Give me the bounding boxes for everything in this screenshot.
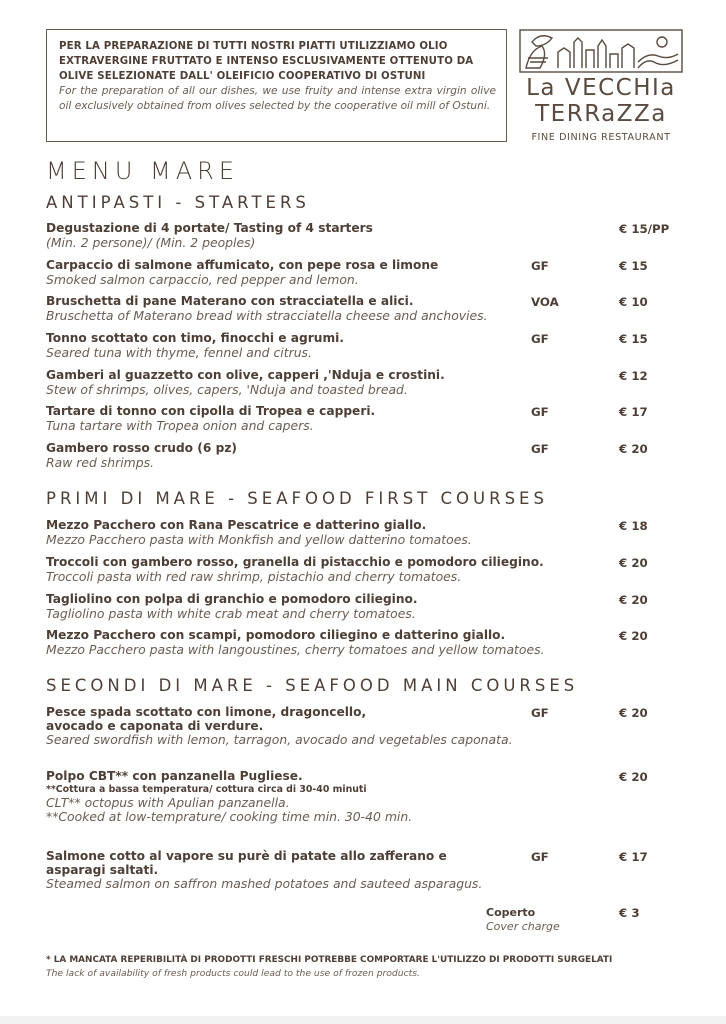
item-tag: GF [531,850,549,864]
item-price: € 18 [619,519,648,533]
menu-item [46,405,686,433]
notice-italian: PER LA PREPARAZIONE DI TUTTI NOSTRI PIATTI UTILIZZIAMO OLIO EXTRAVERGINE FRUTTATO E INTENSO ESCLUSIVAMENTE OTTENUTO DA OLIVE SELEZIONATE DALL' OLEIFICIO COOPERATIVO DI OSTUNI [59,41,474,82]
item-description: Seared swordfish with lemon, tarragon, avocado and vegetables caponata. [46,732,513,747]
menu-item [46,332,686,360]
item-name-continued: asparagi saltati. [46,862,159,877]
item-name: Troccoli con gambero rosso, granella di pistacchio e pomodoro ciliegino. [46,555,544,569]
section-title-main-courses: SECONDI DI MARE - SEAFOOD MAIN COURSES [46,676,579,695]
cover-label: Coperto [486,906,536,919]
item-name: Mezzo Pacchero con Rana Pescatrice e datterino giallo. [46,518,427,532]
cover-sublabel: Cover charge [486,919,560,933]
item-name: Gambero rosso crudo (6 pz) [46,441,237,455]
item-name: Pesce spada scottato con limone, dragoncello, [46,705,367,719]
item-name: Polpo CBT** con panzanella Pugliese. [46,769,303,783]
olive-oil-notice [46,29,507,142]
item-note: **Cottura a bassa temperatura/ cottura circa di 30-40 minuti [46,783,367,795]
item-description: Steamed salmon on saffron mashed potatoes and sauteed asparagus. [46,876,483,891]
item-tag: GF [531,332,549,346]
item-description: Tagliolino pasta with white crab meat and cherry tomatoes. [46,605,416,621]
menu-item [46,593,686,621]
menu-item [46,706,686,748]
item-name: Carpaccio di salmone affumicato, con pepe rosa e limone [46,258,439,272]
item-description: Tuna tartare with Tropea onion and capers. [46,417,314,433]
footer-english: The lack of availability of fresh products could lead to the use of frozen products. [46,968,420,979]
menu-item [46,295,686,323]
restaurant-logo [518,28,688,148]
footer-note [46,954,686,980]
item-name: Salmone cotto al vapore su purè di patate allo zafferano e [46,849,447,863]
item-price: € 20 [619,706,648,720]
menu-item [46,259,686,287]
item-price: € 15/PP [619,222,670,236]
menu-item [46,222,686,250]
menu-item [46,770,686,825]
cover-price: € 3 [619,906,640,920]
item-name: Tartare di tonno con cipolla di Tropea e capperi. [46,404,376,418]
logo-tagline: FINE DINING RESTAURANT [531,132,671,143]
page-bottom-edge [0,1016,726,1024]
item-price: € 20 [619,442,648,456]
item-description: Troccoli pasta with red raw shrimp, pistachio and cherry tomatoes. [46,568,462,584]
cover-charge [486,906,560,934]
item-name: Tagliolino con polpa di granchio e pomodoro ciliegino. [46,592,418,606]
item-description: Mezzo Pacchero pasta with Monkfish and yellow datterino tomatoes. [46,531,472,547]
item-price: € 20 [619,629,648,643]
logo-name-line2: TERRaZZa [535,101,667,127]
logo-name-line1: La VECCHIa [526,75,676,101]
item-tag: GF [531,405,549,419]
item-price: € 10 [619,295,648,309]
item-description-note: **Cooked at low-temprature/ cooking time min. 30-40 min. [46,809,413,824]
menu-item [46,519,686,547]
menu-item [46,629,686,657]
section-title-starters: ANTIPASTI - STARTERS [46,193,310,212]
item-description: Seared tuna with thyme, fennel and citrus. [46,344,312,360]
item-description: (Min. 2 persone)/ (Min. 2 peoples) [46,234,256,250]
item-name-continued: avocado e caponata di verdure. [46,718,264,733]
item-price: € 15 [619,259,648,273]
item-price: € 20 [619,556,648,570]
item-name: Gamberi al guazzetto con olive, capperi ,'Nduja e crostini. [46,368,445,382]
item-tag: GF [531,259,549,273]
menu-item [46,369,686,397]
item-tag: GF [531,442,549,456]
logo-illustration-icon [518,28,684,74]
item-price: € 17 [619,405,648,419]
item-description: CLT** octopus with Apulian panzanella. [46,794,290,810]
item-price: € 20 [619,770,648,784]
menu-item [46,442,686,470]
item-price: € 20 [619,593,648,607]
item-name: Bruschetta di pane Materano con stracciatella e alici. [46,294,414,308]
item-tag: GF [531,706,549,720]
item-description: Stew of shrimps, olives, capers, 'Nduja and toasted bread. [46,381,408,397]
notice-english: For the preparation of all our dishes, we use fruity and intense extra virgin olive oil exclusively obtained from olives selected by the cooperative oil mill of Ostuni. [59,85,496,112]
item-description: Smoked salmon carpaccio, red pepper and lemon. [46,271,359,287]
menu-item [46,850,686,892]
menu-item [46,556,686,584]
item-name: Degustazione di 4 portate/ Tasting of 4 starters [46,221,373,235]
item-tag: VOA [531,295,559,309]
item-description: Bruschetta of Materano bread with stracciatella cheese and anchovies. [46,307,488,323]
item-price: € 17 [619,850,648,864]
menu-title: MENU MARE [46,157,239,185]
item-price: € 15 [619,332,648,346]
footer-italian: * LA MANCATA REPERIBILITÀ DI PRODOTTI FRESCHI POTREBBE COMPORTARE L'UTILIZZO DI PRODOTTI SURGELATI [46,955,613,965]
item-name: Mezzo Pacchero con scampi, pomodoro ciliegino e datterino giallo. [46,628,506,642]
section-title-first-courses: PRIMI DI MARE - SEAFOOD FIRST COURSES [46,489,548,508]
item-description: Mezzo Pacchero pasta with langoustines, cherry tomatoes and yellow tomatoes. [46,641,545,657]
item-price: € 12 [619,369,648,383]
item-name: Tonno scottato con timo, finocchi e agrumi. [46,331,344,345]
item-description: Raw red shrimps. [46,454,154,470]
